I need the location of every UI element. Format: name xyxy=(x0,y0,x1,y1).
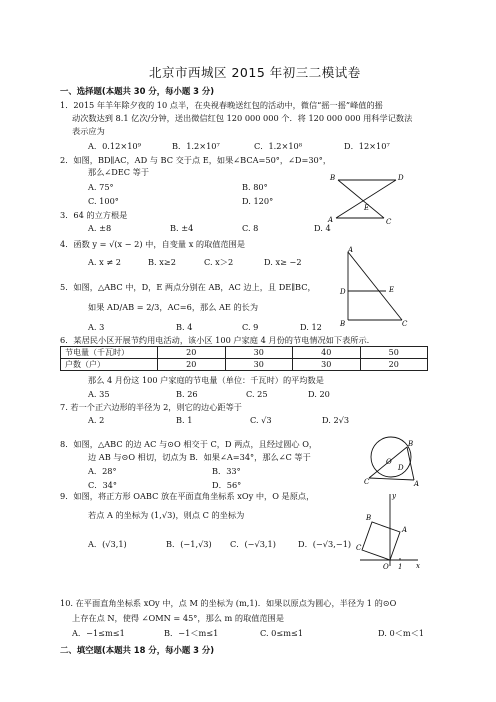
q9-figure xyxy=(356,490,422,572)
q5-figure xyxy=(334,246,412,330)
q9-option-d: D．(−√3,−1) xyxy=(298,539,352,549)
q7-option-a: A. 2 xyxy=(88,415,105,425)
q1-line3: 表示应为 xyxy=(72,126,105,136)
q9-option-b: B．(−1,√3) xyxy=(166,539,212,549)
q9-line1: 9．如图，将正方形 OABC 放在平面直角坐标系 xOy 中，O 是原点， xyxy=(60,491,315,501)
table-row xyxy=(61,347,428,359)
q5-option-c: C. 9 xyxy=(242,322,259,332)
q2-label-e: E xyxy=(364,204,370,212)
q6-line1: 6．某居民小区开展节约用电活动，该小区 100 户家庭 4 月份的节电情况如下表所示. xyxy=(60,335,370,345)
q3-option-a: A. ±8 xyxy=(88,223,112,233)
q9-label-y: y xyxy=(392,492,396,500)
q7-option-d: D. 2√3 xyxy=(322,415,350,425)
q9-label-x: x xyxy=(416,562,420,570)
q8-figure xyxy=(362,428,420,486)
q3-option-b: B. ±4 xyxy=(170,223,194,233)
q5-option-a: A. 3 xyxy=(88,322,105,332)
q2-option-b: B. 80° xyxy=(242,182,268,192)
q1-option-b: B．1.2×10⁷ xyxy=(172,141,220,151)
q5-label-b: B xyxy=(340,320,346,328)
q10-option-b: B．−1＜m≤1 xyxy=(164,628,219,638)
q2-option-d: D. 120° xyxy=(242,196,274,206)
q8-line1: 8．如图，△ABC 的边 AC 与⊙O 相交于 C，D 两点，且经过圆心 O， xyxy=(60,439,318,449)
q8-label-a: A xyxy=(414,480,420,486)
table-cell: 30 xyxy=(225,359,293,371)
q8-option-b: B．33° xyxy=(212,466,241,476)
q5-label-d: D xyxy=(340,288,346,296)
section-choice-heading: 一、选择题(本题共 30 分，每小题 3 分) xyxy=(60,86,215,96)
q5-option-b: B. 4 xyxy=(176,322,193,332)
q6-option-d: D. 20 xyxy=(308,389,330,399)
q8-option-a: A．28° xyxy=(88,466,117,476)
q5-option-d: D. 12 xyxy=(300,322,322,332)
q8-label-b: B xyxy=(408,440,414,448)
q6-table xyxy=(60,346,428,371)
page-title: 北京市西城区 2015 年初三二模试卷 xyxy=(149,65,361,80)
q1-line2: 动次数达到 8.1 亿次/分钟，送出微信红包 120 000 000 个．将 120 000 000 用科学记数法 xyxy=(72,113,413,123)
q10-option-a: A．−1≤m≤1 xyxy=(72,628,125,638)
q10-line1: 10. 在平面直角坐标系 xOy 中，点 M 的坐标为 (m,1)．如果以原点为圆心，半径为 1 的⊙O xyxy=(60,598,397,608)
q8-option-d: D．56° xyxy=(212,480,242,490)
q9-line2: 若点 A 的坐标为 (1,√3)，则点 C 的坐标为 xyxy=(88,510,245,520)
q1-option-a: A．0.12×10⁹ xyxy=(88,141,141,151)
q5-label-e: E xyxy=(389,286,395,294)
q10-line2: 上存在点 N，使得 ∠OMN = 45°，那么 m 的取值范围是 xyxy=(72,613,285,623)
q1-line1: 1．2015 年羊年除夕夜的 10 点半，在央视春晚送红包的活动中，微信“摇一摇”峰值的摇 xyxy=(60,100,383,110)
q4-option-d: D. x≥ −2 xyxy=(264,257,302,267)
q8-option-c: C．34° xyxy=(88,480,117,490)
q3-option-d: D. 4 xyxy=(314,223,331,233)
q5-label-c: C xyxy=(402,320,408,328)
q5-label-a: A xyxy=(348,246,354,254)
q5-line1: 5．如图，△ABC 中，D，E 两点分别在 AB，AC 边上，且 DE∥BC， xyxy=(60,282,316,292)
q7-line1: 7. 若一个正六边形的半径为 2，则它的边心距等于 xyxy=(60,402,242,412)
table-cell: 20 xyxy=(158,359,226,371)
q9-label-c: C xyxy=(356,544,362,552)
q2-label-a: A xyxy=(328,216,334,224)
q8-label-c: C xyxy=(364,478,370,486)
table-cell: 户数（户） xyxy=(61,359,158,371)
q4-line1: 4．函数 y = √(x − 2) 中，自变量 x 的取值范围是 xyxy=(60,239,246,249)
q2-label-b: B xyxy=(330,174,336,182)
q2-label-c: C xyxy=(386,218,392,226)
q1-option-c: C．1.2×10⁸ xyxy=(254,141,303,151)
q2-label-d: D xyxy=(398,174,404,182)
q3-option-c: C. 8 xyxy=(242,223,259,233)
q9-tick-1: 1 xyxy=(398,563,403,571)
q9-label-o: O xyxy=(383,563,389,571)
q2-line2: 那么∠DEC 等于 xyxy=(88,167,150,177)
q2-option-c: C. 100° xyxy=(88,196,119,206)
q10-option-d: D. 0＜m＜1 xyxy=(378,628,425,638)
q10-option-c: C. 0≤m≤1 xyxy=(260,628,304,638)
q4-option-a: A. x ≠ 2 xyxy=(88,257,122,267)
table-cell: 30 xyxy=(293,359,361,371)
q2-option-a: A. 75° xyxy=(88,182,114,192)
table-cell: 30 xyxy=(225,347,293,359)
q8-label-o: O xyxy=(386,458,392,466)
q6-option-a: A. 35 xyxy=(88,389,110,399)
table-row xyxy=(61,359,428,371)
q1-option-d: D．12×10⁷ xyxy=(344,141,390,151)
q4-option-b: B. x≥2 xyxy=(148,257,176,267)
q6-option-c: C. 25 xyxy=(246,389,268,399)
q8-label-d: D xyxy=(398,464,404,472)
table-cell: 20 xyxy=(158,347,226,359)
q5-line2: 如果 AD/AB = 2/3，AC=6，那么 AE 的长为 xyxy=(88,302,259,312)
q6-line2: 那么 4 月份这 100 户家庭的节电量（单位：千瓦时）的平均数是 xyxy=(88,375,324,385)
q9-label-a: A xyxy=(402,526,408,534)
table-cell: 节电量（千瓦时） xyxy=(61,347,158,359)
q9-option-a: A．(√3,1) xyxy=(88,539,127,549)
q6-option-b: B. 26 xyxy=(176,389,198,399)
table-cell: 40 xyxy=(293,347,361,359)
table-cell: 20 xyxy=(360,359,428,371)
q7-option-c: C. √3 xyxy=(250,415,272,425)
q7-option-b: B. 1 xyxy=(176,415,193,425)
table-cell: 50 xyxy=(360,347,428,359)
section-fill-heading: 二、填空题(本题共 18 分，每小题 3 分) xyxy=(60,645,215,655)
q9-label-b: B xyxy=(366,514,372,522)
q2-figure xyxy=(326,170,412,228)
q8-line2: 边 AB 与⊙O 相切，切点为 B．如果∠A=34°，那么∠C 等于 xyxy=(88,452,311,462)
q2-line1: 2．如图，BD∥AC，AD 与 BC 交于点 E，如果∠BCA=50°，∠D=30°， xyxy=(60,155,332,165)
q9-option-c: C．(−√3,1) xyxy=(230,539,276,549)
q3-line1: 3．64 的立方根是 xyxy=(60,210,128,220)
q4-option-c: C. x＞2 xyxy=(204,257,234,267)
